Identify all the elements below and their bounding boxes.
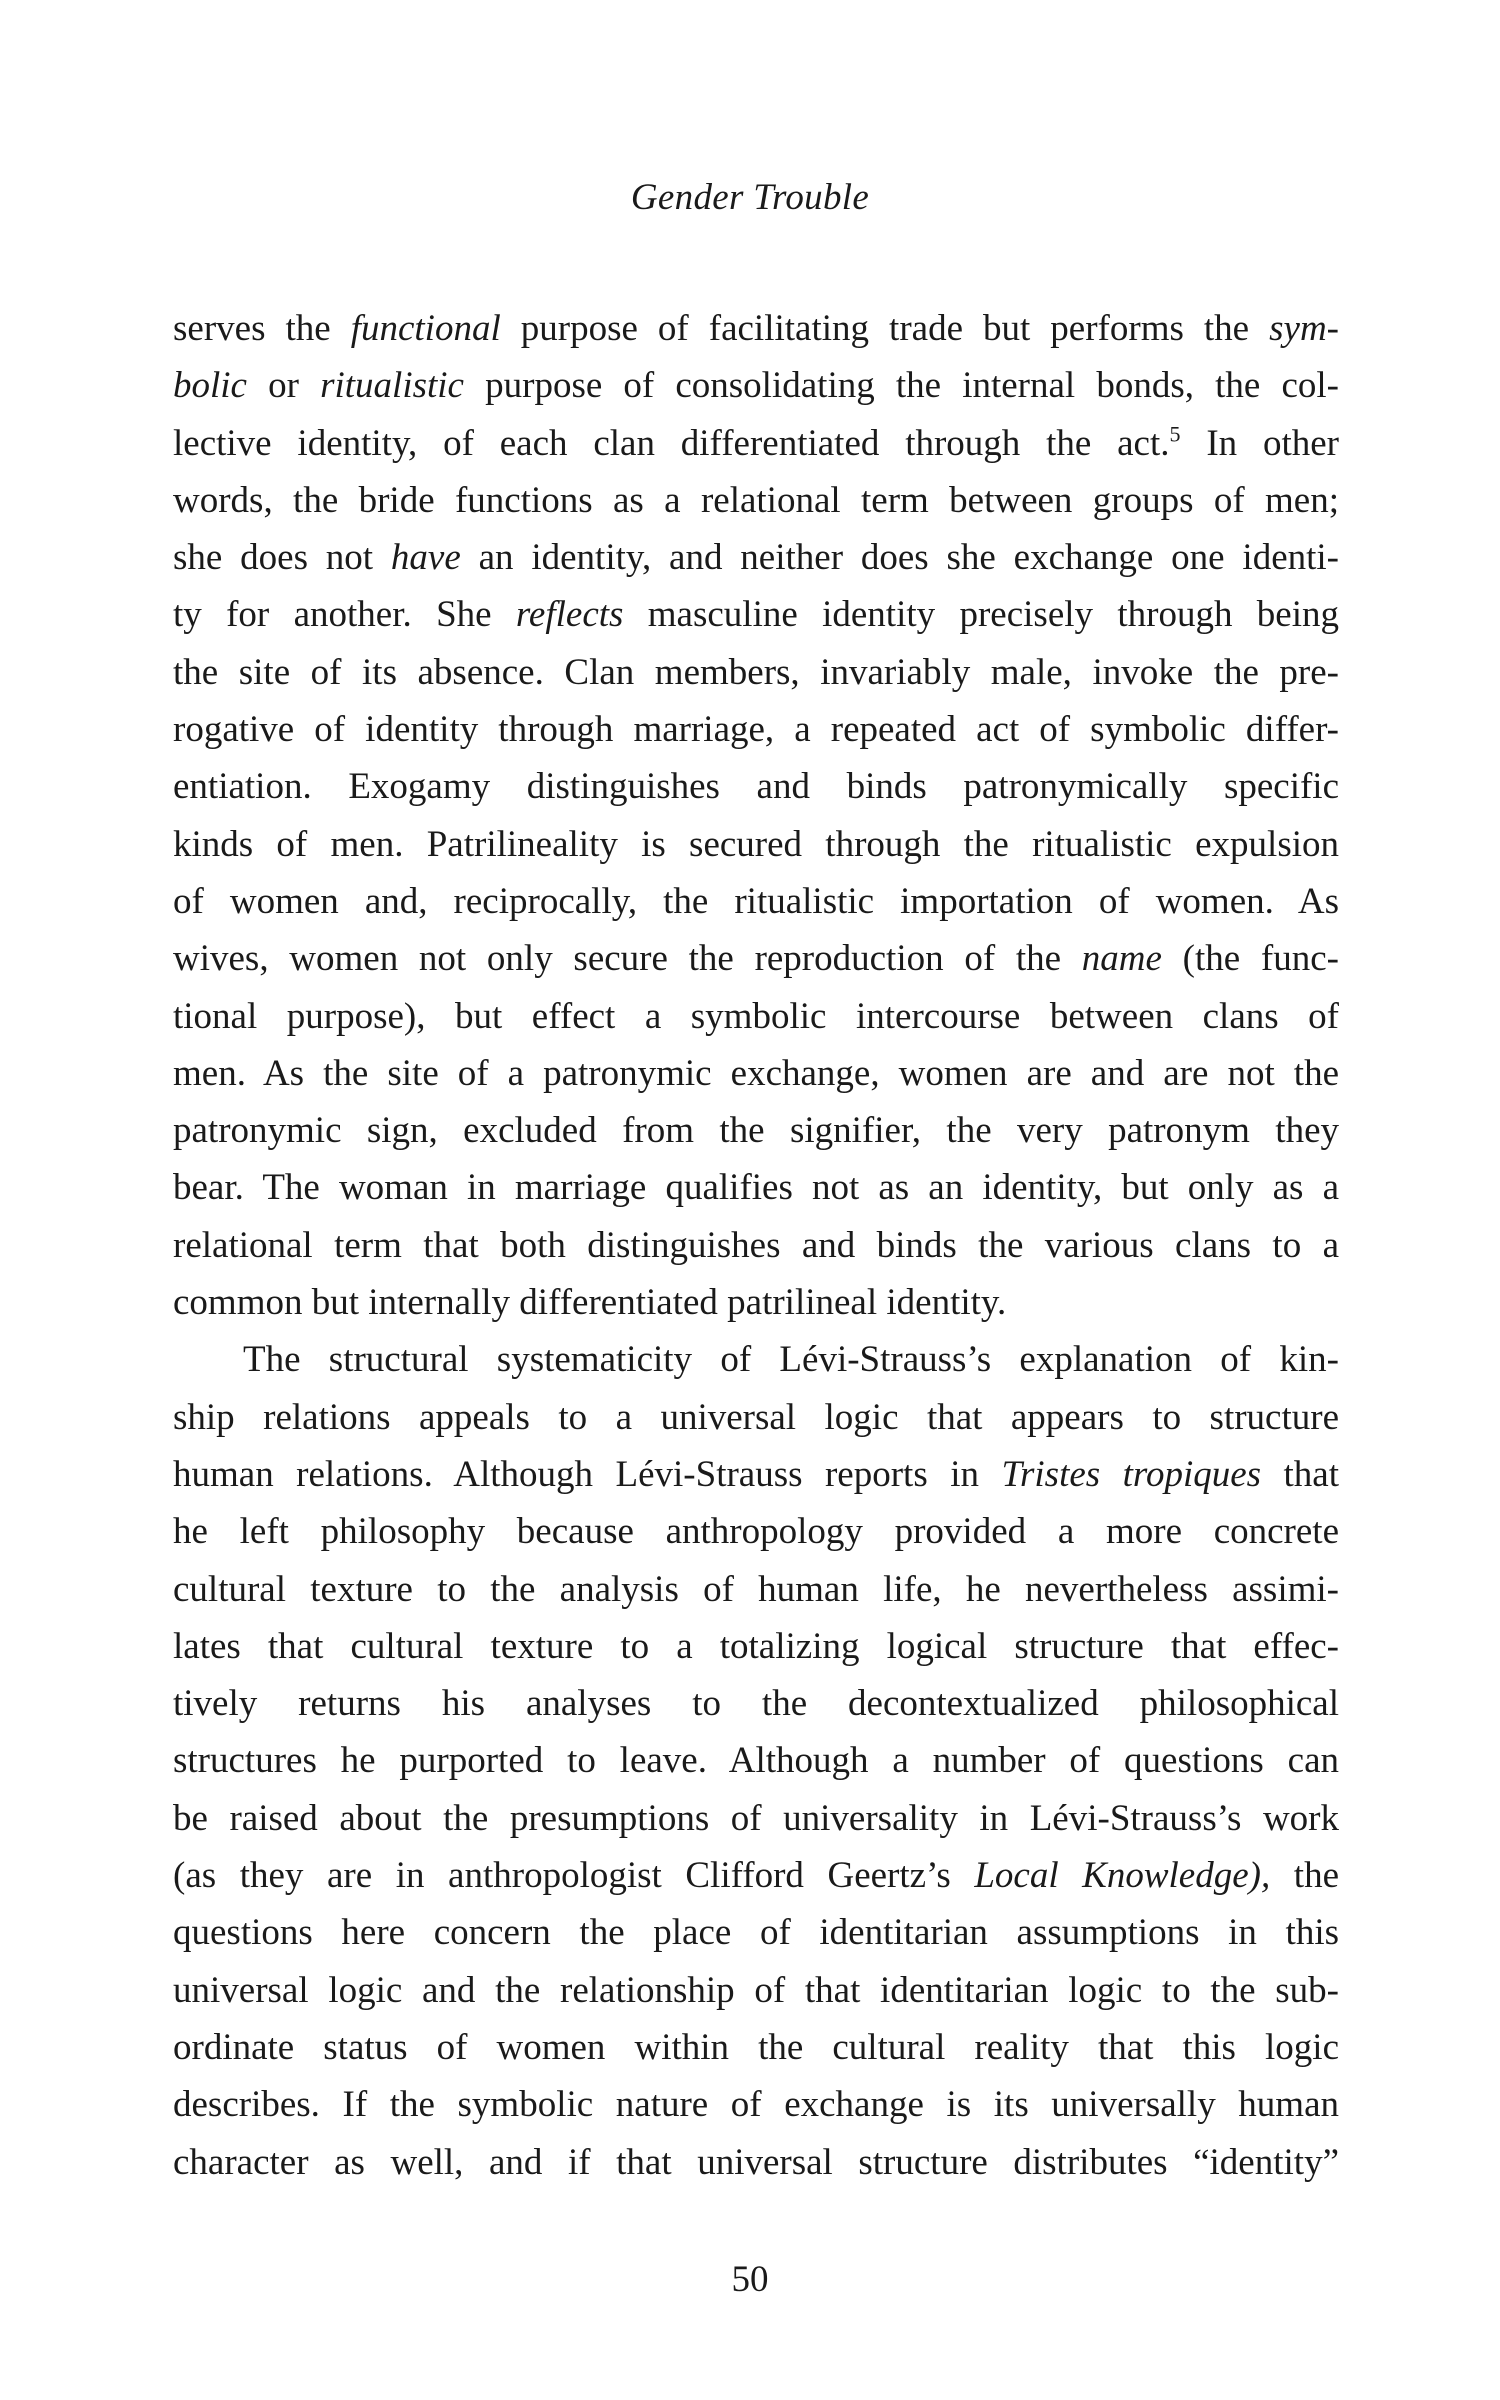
page-number: 50 [731,2259,769,2300]
text-line: tively returns his analyses to the decontextualized philosophical [173,1683,1339,1725]
text-line: she does not have an identity, and neither does she exchange one identi- [173,537,1339,579]
text-line: bear. The woman in marriage qualifies not as an identity, but only as a [173,1167,1339,1209]
text-line: of women and, reciprocally, the ritualistic importation of women. As [173,880,1339,922]
text-line: lective identity, of each clan differentiated through the act.$^5$ In other [173,421,1339,464]
text-line: describes. If the symbolic nature of exchange is its universally human [173,2084,1339,2126]
text-line: ordinate status of women within the cultural reality that this logic [173,2026,1339,2068]
running-head: Gender Trouble [630,177,870,218]
footnote-ref: 5 [1169,421,1181,447]
text-line: structures he purported to leave. Although a number of questions can [173,1740,1339,1782]
paragraph-2 [173,1331,1339,2190]
text-line: words, the bride functions as a relational term between groups of men; [173,479,1339,521]
text-line: (as they are in anthropologist Clifford Geertz’s Local Knowledge), the [173,1855,1339,1897]
text-line: common but internally differentiated patrilineal identity. [173,1282,1007,1324]
text-line: kinds of men. Patrilineality is secured through the ritualistic expulsion [173,823,1339,865]
text-line: be raised about the presumptions of universality in Lévi-Strauss’s work [173,1797,1339,1839]
text-line: character as well, and if that universal structure distributes “identity” [173,2141,1339,2183]
text-line: human relations. Although Lévi-Strauss reports in Tristes tropiques that [173,1453,1339,1495]
text-line: entiation. Exogamy distinguishes and binds patronymically specific [173,766,1339,808]
text-line: ship relations appeals to a universal logic that appears to structure [173,1396,1339,1438]
text-line: wives, women not only secure the reproduction of the name (the func- [173,938,1339,980]
text-line: he left philosophy because anthropology provided a more concrete [173,1511,1339,1553]
text-line: lates that cultural texture to a totalizing logical structure that effec- [173,1625,1339,1667]
text-line: rogative of identity through marriage, a repeated act of symbolic differ- [173,709,1339,751]
text-line: ty for another. She reflects masculine identity precisely through being [173,594,1339,636]
text-line: the site of its absence. Clan members, invariably male, invoke the pre- [173,651,1339,693]
body-text [173,300,1339,2191]
text-line: tional purpose), but effect a symbolic intercourse between clans of [173,995,1339,1037]
text-line: bolic or ritualistic purpose of consolidating the internal bonds, the col- [173,365,1339,407]
text-line: patronymic sign, excluded from the signifier, the very patronym they [173,1110,1339,1152]
text-line: questions here concern the place of identitarian assumptions in this [173,1912,1339,1954]
text-line: relational term that both distinguishes and binds the various clans to a [173,1224,1339,1266]
text-line: universal logic and the relationship of that identitarian logic to the sub- [173,1969,1339,2011]
text-line: serves the functional purpose of facilitating trade but performs the sym- [173,308,1339,349]
text-line: The structural systematicity of Lévi-Strauss’s explanation of kin- [243,1339,1339,1381]
text-line: men. As the site of a patronymic exchange, women are and are not the [173,1052,1339,1094]
paragraph-1 [173,300,1339,1331]
text-line: cultural texture to the analysis of human life, he nevertheless assimi- [173,1568,1339,1610]
